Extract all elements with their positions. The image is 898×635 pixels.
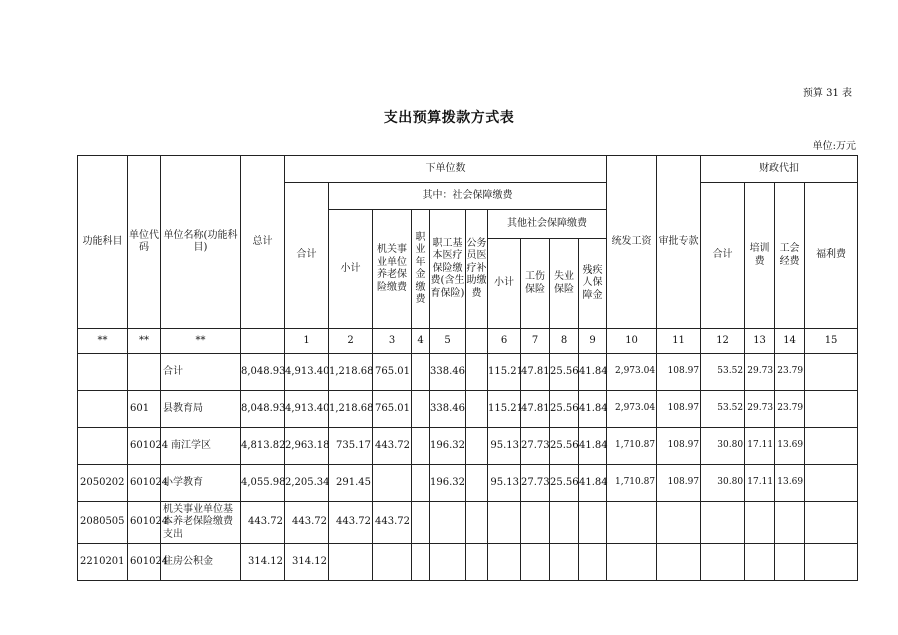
header-total: 总计 bbox=[241, 156, 285, 329]
page-title: 支出预算拨款方式表 bbox=[383, 110, 515, 126]
header-pension: 机关事业单位养老保险缴费 bbox=[373, 210, 412, 329]
table-cell: 601 bbox=[128, 391, 161, 428]
table-cell bbox=[579, 544, 607, 581]
table-cell: 41.84 bbox=[579, 354, 607, 391]
table-cell bbox=[550, 544, 579, 581]
header-social-security: 其中：社会保障缴费 bbox=[329, 183, 607, 210]
table-cell bbox=[329, 544, 373, 581]
header-lower-sum: 合计 bbox=[285, 183, 329, 329]
header-union: 工会经费 bbox=[775, 183, 805, 329]
table-cell: 合计 bbox=[161, 354, 241, 391]
table-cell: 2,963.18 bbox=[285, 428, 329, 465]
table-cell bbox=[78, 354, 128, 391]
table-cell: 8,048.93 bbox=[241, 391, 285, 428]
table-cell: 53.52 bbox=[701, 391, 745, 428]
table-cell: 2080505 bbox=[78, 502, 128, 544]
table-cell: 27.73 bbox=[521, 465, 550, 502]
index-cell: 8 bbox=[550, 329, 579, 354]
index-cell: 9 bbox=[579, 329, 607, 354]
table-cell bbox=[78, 428, 128, 465]
table-cell: 住房公积金 bbox=[161, 544, 241, 581]
budget-table bbox=[77, 155, 858, 581]
table-cell bbox=[412, 391, 430, 428]
header-special-approval: 审批专款 bbox=[657, 156, 701, 329]
table-cell: 县教育局 bbox=[161, 391, 241, 428]
index-cell: ** bbox=[128, 329, 161, 354]
table-cell: 17.11 bbox=[745, 465, 775, 502]
table-cell bbox=[521, 502, 550, 544]
header-lower-units: 下单位数 bbox=[285, 156, 607, 183]
table-cell: 765.01 bbox=[373, 354, 412, 391]
table-cell: 13.69 bbox=[775, 465, 805, 502]
table-cell: 443.72 bbox=[241, 502, 285, 544]
table-cell bbox=[745, 502, 775, 544]
table-cell bbox=[466, 502, 488, 544]
table-cell: 25.56 bbox=[550, 354, 579, 391]
table-cell: 2,973.04 bbox=[607, 391, 657, 428]
table-cell: 小学教育 bbox=[161, 465, 241, 502]
table-cell: 2210201 bbox=[78, 544, 128, 581]
table-cell: 2,973.04 bbox=[607, 354, 657, 391]
table-cell: 765.01 bbox=[373, 391, 412, 428]
header-fw-total: 合计 bbox=[701, 183, 745, 329]
index-cell: 14 bbox=[775, 329, 805, 354]
table-cell: 41.84 bbox=[579, 391, 607, 428]
table-cell bbox=[701, 502, 745, 544]
index-cell: ** bbox=[161, 329, 241, 354]
table-cell: 1,218.68 bbox=[329, 354, 373, 391]
table-cell: 25.56 bbox=[550, 465, 579, 502]
table-cell bbox=[466, 354, 488, 391]
table-cell bbox=[805, 465, 858, 502]
index-cell: 1 bbox=[285, 329, 329, 354]
table-cell bbox=[128, 354, 161, 391]
table-row bbox=[78, 391, 858, 428]
table-cell: 2,205.34 bbox=[285, 465, 329, 502]
table-cell: 23.79 bbox=[775, 391, 805, 428]
table-cell: 443.72 bbox=[373, 428, 412, 465]
header-disabled: 残疾人保障金 bbox=[579, 239, 607, 329]
index-cell: 6 bbox=[488, 329, 521, 354]
unit-label: 单位:万元 bbox=[812, 141, 856, 152]
table-cell bbox=[373, 465, 412, 502]
header-other-subtotal: 小计 bbox=[488, 239, 521, 329]
table-cell bbox=[488, 544, 521, 581]
table-cell: 47.81 bbox=[521, 354, 550, 391]
table-cell: 108.97 bbox=[657, 465, 701, 502]
header-training: 培训费 bbox=[745, 183, 775, 329]
table-cell bbox=[579, 502, 607, 544]
header-civil-medical: 公务员医疗补助缴费 bbox=[466, 210, 488, 329]
table-cell: 443.72 bbox=[373, 502, 412, 544]
table-cell: 13.69 bbox=[775, 428, 805, 465]
table-cell: 南江学区 bbox=[161, 428, 241, 465]
table-cell bbox=[775, 544, 805, 581]
table-row bbox=[78, 502, 858, 544]
table-cell: 41.84 bbox=[579, 465, 607, 502]
table-cell bbox=[466, 428, 488, 465]
table-cell bbox=[78, 391, 128, 428]
table-cell: 601024 bbox=[128, 428, 161, 465]
table-cell: 95.13 bbox=[488, 428, 521, 465]
table-cell: 115.21 bbox=[488, 354, 521, 391]
table-cell: 41.84 bbox=[579, 428, 607, 465]
table-cell: 338.46 bbox=[430, 391, 466, 428]
table-cell: 29.73 bbox=[745, 391, 775, 428]
table-cell: 30.80 bbox=[701, 428, 745, 465]
table-cell bbox=[805, 354, 858, 391]
table-cell: 1,710.87 bbox=[607, 428, 657, 465]
table-cell: 115.21 bbox=[488, 391, 521, 428]
table-row bbox=[78, 428, 858, 465]
table-cell bbox=[607, 544, 657, 581]
header-unit-code: 单位代码 bbox=[128, 156, 161, 329]
table-cell: 23.79 bbox=[775, 354, 805, 391]
index-cell: 12 bbox=[701, 329, 745, 354]
index-cell bbox=[466, 329, 488, 354]
form-number: 预算 31 表 bbox=[802, 88, 852, 99]
table-cell: 53.52 bbox=[701, 354, 745, 391]
table-cell: 291.45 bbox=[329, 465, 373, 502]
table-cell bbox=[805, 502, 858, 544]
header-medical: 职工基本医疗保险缴费(含生育保险) bbox=[430, 210, 466, 329]
index-cell bbox=[241, 329, 285, 354]
table-cell bbox=[657, 502, 701, 544]
table-cell: 25.56 bbox=[550, 391, 579, 428]
header-unit-name: 单位名称(功能科目) bbox=[161, 156, 241, 329]
table-cell: 108.97 bbox=[657, 428, 701, 465]
index-cell: 3 bbox=[373, 329, 412, 354]
index-cell: 2 bbox=[329, 329, 373, 354]
table-cell bbox=[430, 502, 466, 544]
table-cell bbox=[412, 465, 430, 502]
table-cell: 29.73 bbox=[745, 354, 775, 391]
table-cell: 443.72 bbox=[329, 502, 373, 544]
header-annuity: 职业年金缴费 bbox=[412, 210, 430, 329]
table-cell: 95.13 bbox=[488, 465, 521, 502]
table-cell: 601024 bbox=[128, 465, 161, 502]
header-unified-salary: 统发工资 bbox=[607, 156, 657, 329]
table-cell: 314.12 bbox=[285, 544, 329, 581]
index-cell: ** bbox=[78, 329, 128, 354]
table-cell: 1,710.87 bbox=[607, 465, 657, 502]
table-cell bbox=[412, 354, 430, 391]
table-cell bbox=[521, 544, 550, 581]
table-cell: 735.17 bbox=[329, 428, 373, 465]
index-cell: 5 bbox=[430, 329, 466, 354]
table-cell bbox=[466, 391, 488, 428]
table-cell bbox=[550, 502, 579, 544]
table-cell bbox=[430, 544, 466, 581]
header-other-social: 其他社会保障缴费 bbox=[488, 210, 607, 239]
table-cell bbox=[466, 465, 488, 502]
table-cell: 4,913.40 bbox=[285, 391, 329, 428]
table-cell: 27.73 bbox=[521, 428, 550, 465]
table-cell bbox=[488, 502, 521, 544]
table-cell bbox=[745, 544, 775, 581]
table-cell: 25.56 bbox=[550, 428, 579, 465]
table-cell: 30.80 bbox=[701, 465, 745, 502]
table-cell: 1,218.68 bbox=[329, 391, 373, 428]
table-body bbox=[78, 354, 858, 581]
header-func-subject: 功能科目 bbox=[78, 156, 128, 329]
index-cell: 13 bbox=[745, 329, 775, 354]
index-row bbox=[78, 329, 858, 354]
table-cell: 108.97 bbox=[657, 391, 701, 428]
table-cell: 443.72 bbox=[285, 502, 329, 544]
table-cell bbox=[412, 544, 430, 581]
header-welfare: 福利费 bbox=[805, 183, 858, 329]
index-cell: 7 bbox=[521, 329, 550, 354]
table-cell: 47.81 bbox=[521, 391, 550, 428]
header-finance-withhold: 财政代扣 bbox=[701, 156, 858, 183]
index-cell: 11 bbox=[657, 329, 701, 354]
table-cell: 17.11 bbox=[745, 428, 775, 465]
table-cell: 314.12 bbox=[241, 544, 285, 581]
table-cell: 4,913.40 bbox=[285, 354, 329, 391]
table-cell bbox=[607, 502, 657, 544]
table-cell: 601024 bbox=[128, 544, 161, 581]
table-cell bbox=[805, 391, 858, 428]
table-cell bbox=[701, 544, 745, 581]
table-cell bbox=[775, 502, 805, 544]
table-cell: 4,813.82 bbox=[241, 428, 285, 465]
table-cell bbox=[657, 544, 701, 581]
index-cell: 4 bbox=[412, 329, 430, 354]
table-row bbox=[78, 544, 858, 581]
header-ss-subtotal: 小计 bbox=[329, 210, 373, 329]
table-cell: 8,048.93 bbox=[241, 354, 285, 391]
table-cell bbox=[805, 428, 858, 465]
index-cell: 10 bbox=[607, 329, 657, 354]
header-injury: 工伤保险 bbox=[521, 239, 550, 329]
table-cell bbox=[412, 428, 430, 465]
table-cell: 196.32 bbox=[430, 465, 466, 502]
table-cell bbox=[805, 544, 858, 581]
table-cell: 2050202 bbox=[78, 465, 128, 502]
table-row bbox=[78, 465, 858, 502]
table-cell: 4,055.98 bbox=[241, 465, 285, 502]
table-cell bbox=[373, 544, 412, 581]
table-cell: 机关事业单位基本养老保险缴费支出 bbox=[161, 502, 241, 544]
table-row bbox=[78, 354, 858, 391]
index-cell: 15 bbox=[805, 329, 858, 354]
table-cell: 108.97 bbox=[657, 354, 701, 391]
table-cell: 601024 bbox=[128, 502, 161, 544]
table-cell bbox=[412, 502, 430, 544]
header-unemployment: 失业保险 bbox=[550, 239, 579, 329]
table-cell bbox=[466, 544, 488, 581]
table-cell: 196.32 bbox=[430, 428, 466, 465]
table-cell: 338.46 bbox=[430, 354, 466, 391]
